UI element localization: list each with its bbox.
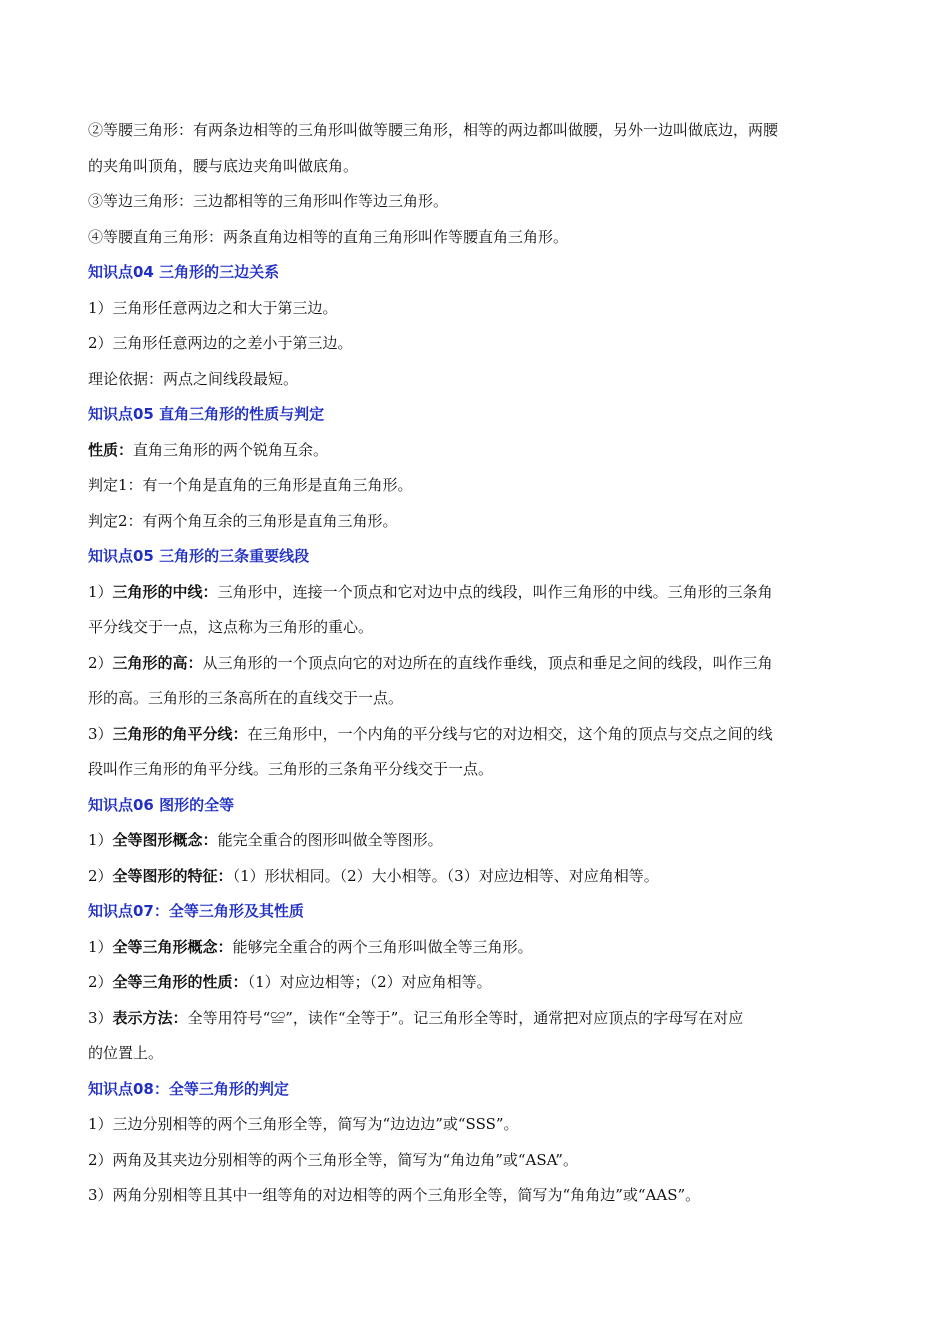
triangle-property-text: （1）对应边相等；（2）对应角相等。 bbox=[247, 973, 492, 991]
features-term: 全等图形的特征： bbox=[112, 866, 233, 885]
section-heading-08: 知识点08：全等三角形的判定 bbox=[88, 1079, 289, 1098]
item-number: 1） bbox=[88, 831, 113, 849]
right-triangle-criterion-1: 判定1：有一个角是直角的三角形是直角三角形。 bbox=[88, 476, 413, 494]
isosceles-right-def: ④等腰直角三角形：两条直角边相等的直角三角形叫作等腰直角三角形。 bbox=[88, 227, 569, 246]
section-heading-04: 知识点04 三角形的三边关系 bbox=[88, 263, 280, 281]
congruent-triangle-concept bbox=[88, 930, 864, 966]
isosceles-def-line1: ②等腰三角形：有两条边相等的三角形叫做等腰三角形，相等的两边都叫做腰，另外一边叫做底边，两腰 bbox=[88, 121, 779, 139]
item-number: 1） bbox=[88, 937, 113, 956]
concept-term: 全等图形概念： bbox=[112, 831, 218, 849]
bisector-line1 bbox=[88, 717, 864, 753]
notation-line1 bbox=[88, 1001, 864, 1037]
criterion-asa: 2）两角及其夹边分别相等的两个三角形全等，简写为“角边角”或“ASA”。 bbox=[88, 1150, 578, 1169]
altitude-line1 bbox=[88, 646, 864, 682]
congruent-triangle-property bbox=[88, 965, 864, 1001]
triangle-concept-term: 全等三角形概念： bbox=[112, 937, 233, 956]
altitude-term: 三角形的高： bbox=[112, 653, 203, 672]
isosceles-def-line2: 的夹角叫顶角，腰与底边夹角叫做底角。 bbox=[88, 156, 359, 175]
altitude-line2: 形的高。三角形的三条高所在的直线交于一点。 bbox=[88, 689, 404, 707]
item-number: 3） bbox=[88, 724, 113, 743]
congruent-figure-concept bbox=[88, 823, 864, 859]
item-number: 2） bbox=[88, 866, 113, 885]
bisector-term: 三角形的角平分线： bbox=[112, 724, 248, 743]
item-number: 3） bbox=[88, 1008, 113, 1027]
congruent-figure-features bbox=[88, 859, 864, 895]
triangle-concept-text: 能够完全重合的两个三角形叫做全等三角形。 bbox=[232, 937, 533, 956]
item-number: 2） bbox=[88, 973, 113, 991]
section-heading-05b: 知识点05 三角形的三条重要线段 bbox=[88, 547, 310, 565]
median-line1 bbox=[88, 575, 864, 611]
triangle-property-term: 全等三角形的性质： bbox=[112, 973, 248, 991]
criterion-aas: 3）两角分别相等且其中一组等角的对边相等的两个三角形全等，简写为“角角边”或“AAS”。 bbox=[88, 1186, 701, 1204]
section-heading-06: 知识点06 图形的全等 bbox=[88, 795, 235, 814]
bisector-line2: 段叫作三角形的角平分线。三角形的三条角平分线交于一点。 bbox=[88, 760, 494, 778]
item-number: 2） bbox=[88, 653, 113, 672]
document-page bbox=[88, 113, 864, 1214]
bisector-text: 在三角形中，一个内角的平分线与它的对边相交，这个角的顶点与交点之间的线 bbox=[247, 724, 773, 743]
side-relation-basis: 理论依据：两点之间线段最短。 bbox=[88, 369, 299, 388]
equilateral-def: ③等边三角形：三边都相等的三角形叫作等边三角形。 bbox=[88, 192, 449, 210]
right-triangle-criterion-2: 判定2：有两个角互余的三角形是直角三角形。 bbox=[88, 511, 398, 530]
section-heading-05a: 知识点05 直角三角形的性质与判定 bbox=[88, 405, 325, 423]
notation-term: 表示方法： bbox=[112, 1008, 188, 1027]
concept-text: 能完全重合的图形叫做全等图形。 bbox=[217, 831, 443, 849]
median-text: 三角形中，连接一个顶点和它对边中点的线段，叫作三角形的中线。三角形的三条角 bbox=[217, 582, 773, 601]
features-text: （1）形状相同。（2）大小相等。（3）对应边相等、对应角相等。 bbox=[232, 866, 659, 885]
criterion-sss: 1）三边分别相等的两个三角形全等，简写为“边边边”或“SSS”。 bbox=[88, 1115, 519, 1133]
median-line2: 平分线交于一点，这点称为三角形的重心。 bbox=[88, 618, 374, 636]
notation-line2: 的位置上。 bbox=[88, 1044, 164, 1062]
property-text: 直角三角形的两个锐角互余。 bbox=[133, 440, 329, 459]
section-heading-07: 知识点07：全等三角形及其性质 bbox=[88, 902, 304, 920]
median-term: 三角形的中线： bbox=[112, 582, 218, 601]
property-label: 性质： bbox=[88, 440, 134, 459]
right-triangle-property bbox=[88, 433, 864, 469]
notation-text: 全等用符号“≌”，读作“全等于”。记三角形全等时，通常把对应顶点的字母写在对应 bbox=[187, 1008, 744, 1027]
side-relation-2: 2）三角形任意两边的之差小于第三边。 bbox=[88, 334, 353, 352]
altitude-text: 从三角形的一个顶点向它的对边所在的直线作垂线，顶点和垂足之间的线段，叫作三角 bbox=[202, 653, 773, 672]
item-number: 1） bbox=[88, 582, 113, 601]
side-relation-1: 1）三角形任意两边之和大于第三边。 bbox=[88, 298, 338, 317]
